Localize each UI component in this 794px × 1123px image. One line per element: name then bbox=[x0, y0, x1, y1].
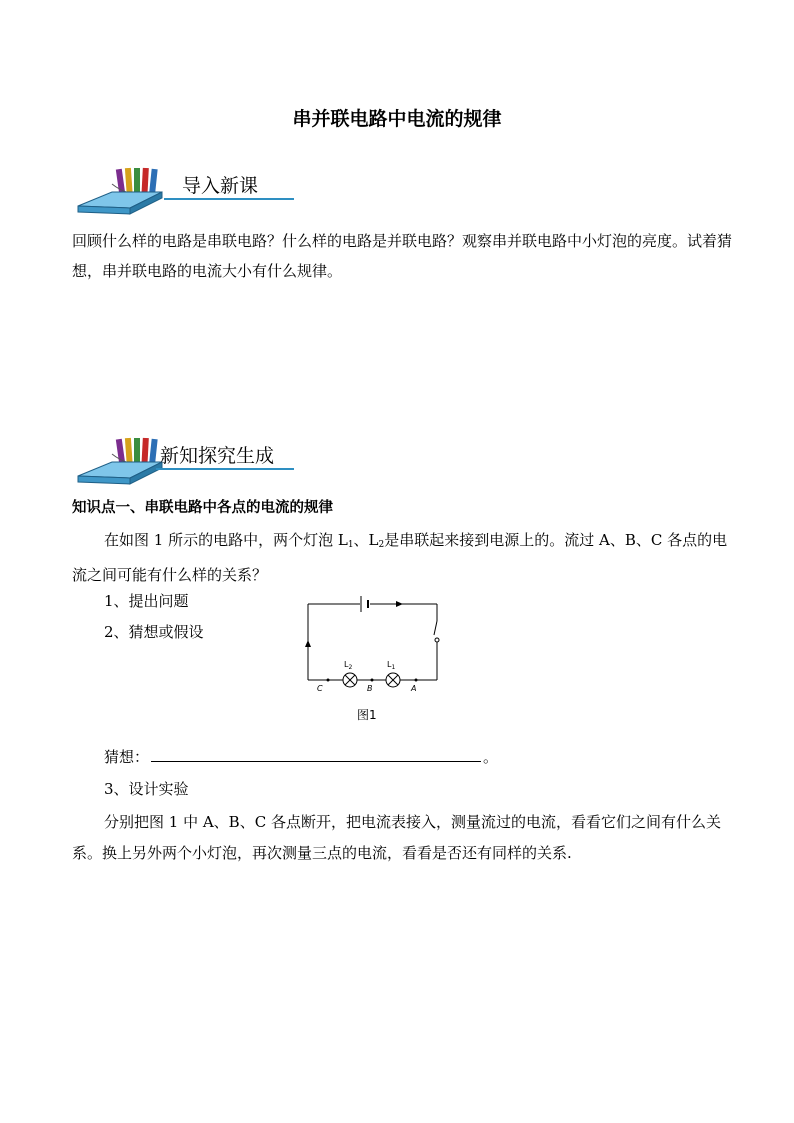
guess-row bbox=[104, 746, 498, 767]
text-run: 、L bbox=[353, 531, 379, 549]
guess-end: 。 bbox=[483, 748, 499, 766]
section-heading: 导入新课 bbox=[182, 175, 259, 197]
switch-blade bbox=[434, 621, 437, 635]
point-a-dot bbox=[415, 679, 418, 682]
books-icon bbox=[72, 432, 172, 488]
subscript: 2 bbox=[378, 540, 385, 550]
knowledge-point-title: 知识点一、串联电路中各点的电流的规律 bbox=[72, 500, 333, 516]
lamp-l2 bbox=[343, 673, 357, 687]
guess-blank[interactable] bbox=[151, 747, 481, 762]
point-c-label: C bbox=[317, 684, 323, 693]
lamp-l1 bbox=[386, 673, 400, 687]
point-c-dot bbox=[327, 679, 330, 682]
point-b-dot bbox=[371, 679, 374, 682]
step-item: 3、设计实验 bbox=[104, 780, 189, 798]
books-icon bbox=[72, 162, 172, 218]
section-banner-explore bbox=[72, 432, 312, 488]
section-heading: 新知探究生成 bbox=[160, 445, 275, 467]
current-arrow bbox=[305, 640, 311, 647]
document-title: 串并联电路中电流的规律 bbox=[292, 108, 502, 130]
question-paragraph bbox=[72, 525, 732, 590]
figure-caption: 图1 bbox=[357, 708, 377, 722]
point-b-label: B bbox=[367, 684, 373, 693]
text-run: 在如图 1 所示的电路中，两个灯泡 L bbox=[104, 531, 348, 549]
step-item: 2、猜想或假设 bbox=[104, 623, 204, 641]
section-banner-intro bbox=[72, 162, 302, 218]
step-item: 1、提出问题 bbox=[104, 592, 189, 610]
heading-underline bbox=[164, 198, 294, 200]
point-a-label: A bbox=[411, 684, 417, 693]
guess-label: 猜想： bbox=[104, 748, 150, 766]
text-run: 是串联起来接到电源上的。流过 A、B、C 各点的电流之间可能有什么样的关系？ bbox=[72, 531, 728, 584]
subscript: 1 bbox=[347, 540, 354, 550]
switch-contact bbox=[435, 638, 439, 642]
intro-paragraph: 回顾什么样的电路是串联电路？什么样的电路是并联电路？观察串并联电路中小灯泡的亮度。试着猜想，串并联电路的电流大小有什么规律。 bbox=[72, 232, 733, 280]
lamp-l2-label: $L_2$ bbox=[344, 660, 353, 671]
series-circuit-diagram bbox=[300, 594, 450, 694]
heading-underline bbox=[156, 468, 294, 470]
lamp-l1-label: $L_1$ bbox=[387, 660, 396, 671]
current-arrow bbox=[396, 601, 403, 607]
design-paragraph: 分别把图 1 中 A、B、C 各点断开，把电流表接入，测量流过的电流，看看它们之间有什么关系。换上另外两个小灯泡，再次测量三点的电流，看看是否还有同样的关系. bbox=[72, 813, 721, 862]
